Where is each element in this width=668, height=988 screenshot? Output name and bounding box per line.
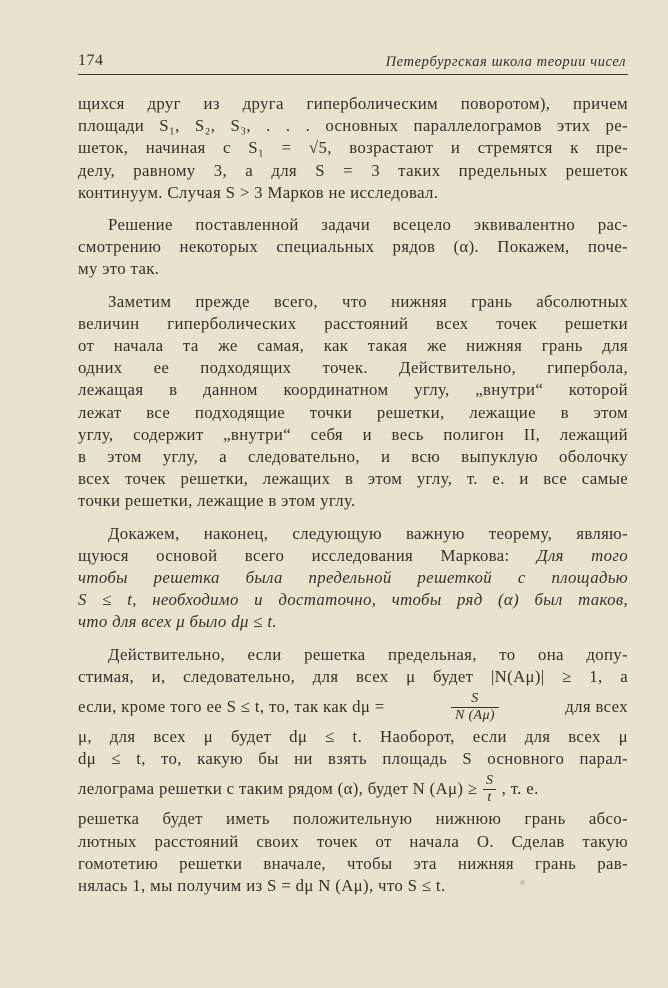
text-span: если, кроме того ее S ≤ t, то, так как dμ = (78, 696, 385, 716)
page-header (78, 52, 628, 75)
text-line: Действительно, если решетка предельная, то она допу- (108, 644, 628, 664)
text-line: лежащая в данном координатном углу, „внутри“ которой (78, 380, 628, 400)
text-line: величин гиперболических расстояний всех точек решетки (78, 313, 628, 333)
fraction-numerator: S (471, 690, 479, 706)
text-line: гомотетию решетки вначале, чтобы эта нижняя грань рав- (78, 853, 628, 873)
text-line: лежат все подходящие точки решетки, лежащие в этом (78, 402, 628, 422)
theorem-text: что для всех μ было dμ ≤ t. (78, 612, 277, 632)
text-line: всех точек решетки, лежащих в этом углу, т. е. и все самые (78, 469, 628, 489)
theorem-text: Для того (536, 545, 628, 565)
fraction-denominator: N (Aμ) (451, 707, 499, 724)
text-line: лютных расстояний своих точек от начала O. Сделав такую (78, 831, 628, 851)
paragraph-2 (78, 214, 628, 281)
text-line: делу, равному 3, а для S = 3 таких предельных решеток (78, 160, 628, 180)
text-line: шеток, начиная с S₁ = √5, возрастают и стремятся к пре- (78, 138, 628, 158)
text-line: стимая, и, следовательно, для всех μ будет |N(Aμ)| ≥ 1, а (78, 666, 628, 686)
running-title: Петербургская школа теории чисел (385, 54, 626, 70)
fraction (483, 773, 495, 806)
page-number: 174 (78, 52, 104, 69)
formula-line (78, 770, 628, 808)
paper-speck (520, 880, 525, 885)
text-line: Заметим прежде всего, что нижняя грань абсолютных (108, 291, 628, 311)
paragraph-1 (78, 93, 628, 204)
text-span: для всех (565, 696, 628, 716)
body-text (78, 93, 628, 907)
theorem-text: чтобы решетка была предельной решеткой с площадью (78, 568, 628, 588)
fraction (451, 691, 499, 724)
fraction-denominator: t (483, 789, 495, 806)
text-line: му это так. (78, 259, 160, 279)
paragraph-5-proof (78, 644, 628, 898)
text-line: решетка будет иметь положительную нижнюю грань абсо- (78, 809, 628, 829)
text-line: одних ее подходящих точек. Действительно, гипербола, (78, 358, 628, 378)
text-line (78, 545, 628, 567)
text-span: щуюся основой всего исследования Маркова: (78, 545, 510, 565)
formula-line (78, 688, 628, 726)
text-line: Докажем, наконец, следующую важную теорему, являю- (108, 523, 628, 543)
text-line: Решение поставленной задачи всецело эквивалентно рас- (108, 215, 628, 235)
fraction-numerator: S (485, 772, 494, 788)
text-line: точки решетки, лежащие в этом углу. (78, 491, 356, 511)
text-line: смотрению некоторых специальных рядов (α). Покажем, поче- (78, 237, 628, 257)
text-line: площади S₁, S₂, S₃, . . . основных параллелограмов этих ре- (78, 116, 628, 136)
text-line: dμ ≤ t, то, какую бы ни взять площадь S основного парал- (78, 749, 628, 769)
paragraph-3 (78, 291, 628, 513)
text-span: , т. е. (501, 779, 539, 799)
text-line: в этом углу, а следовательно, и всю выпуклую оболочку (78, 447, 628, 467)
text-line: углу, содержит „внутри“ себя и весь полигон II, лежащий (78, 424, 628, 444)
text-line: нялась 1, мы получим из S = dμ N (Aμ), что S ≤ t. (78, 876, 446, 896)
text-span: лелограма решетки с таким рядом (α), будет N (Aμ) ≥ (78, 779, 478, 799)
text-line: щихся друг из друга гиперболическим поворотом), причем (78, 94, 628, 113)
text-line: μ, для всех μ будет dμ ≤ t. Наоборот, если для всех μ (78, 727, 628, 747)
theorem-text: S ≤ t, необходимо и достаточно, чтобы ряд (α) был таков, (78, 590, 628, 610)
text-line: от начала та же самая, как такая же нижняя грань для (78, 336, 628, 356)
text-line: континуум. Случая S > 3 Марков не исследовал. (78, 182, 439, 202)
paragraph-4-theorem (78, 523, 628, 634)
